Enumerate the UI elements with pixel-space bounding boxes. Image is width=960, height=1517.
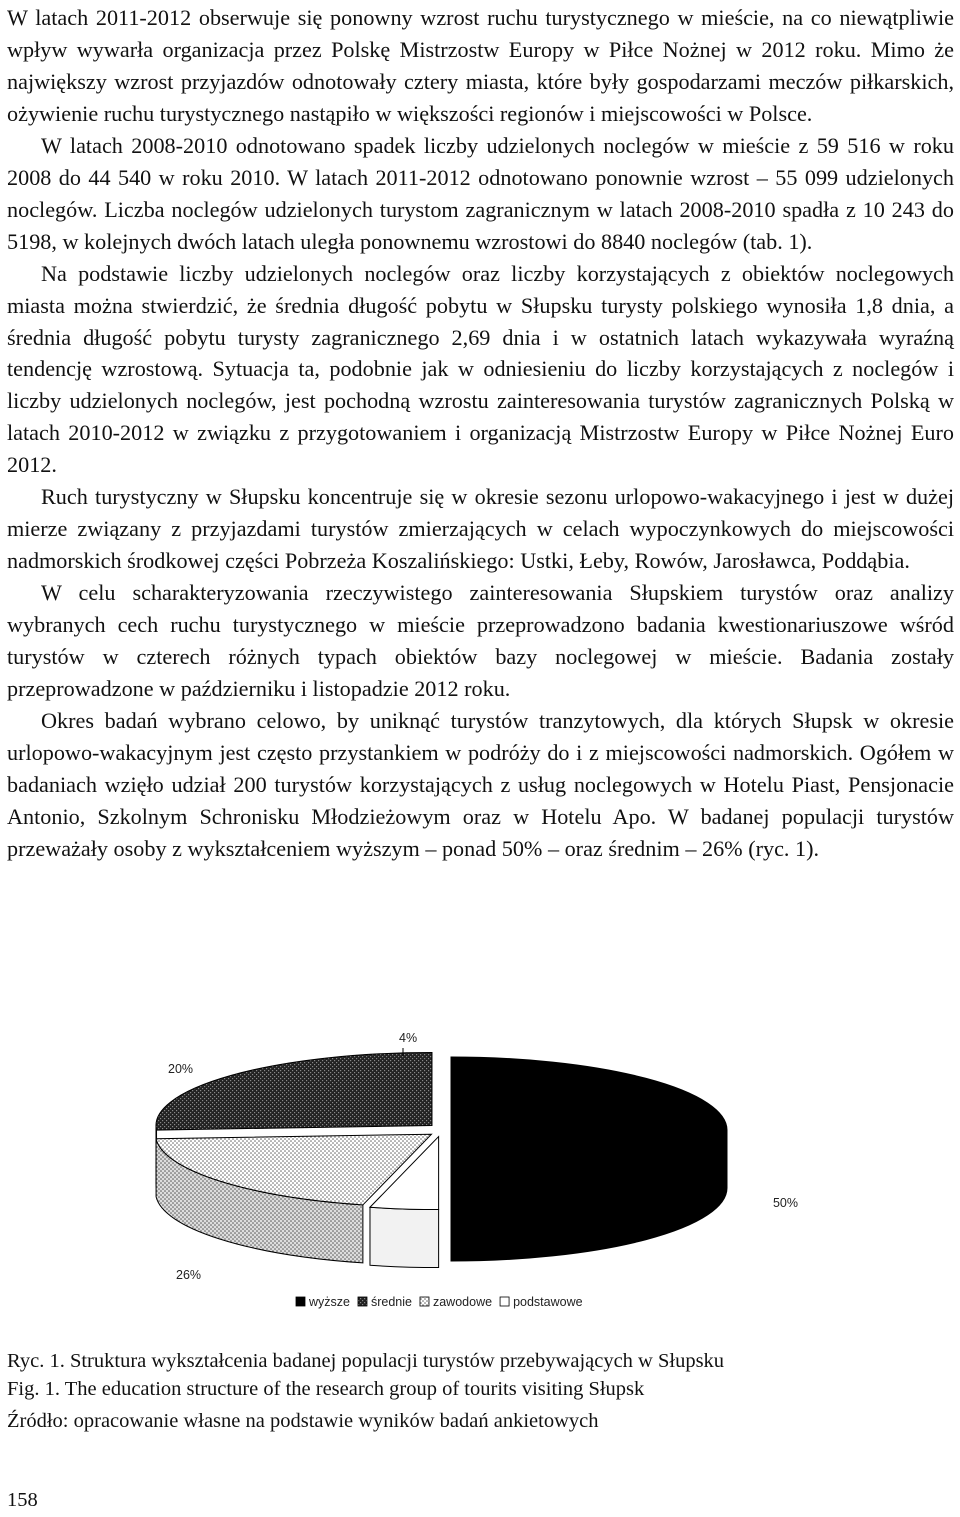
legend-label: średnie — [370, 1295, 412, 1309]
figure-caption-pl: Ryc. 1. Struktura wykształcenia badanej populacji turystów przebywających w Słupsku — [7, 1350, 725, 1372]
paragraph: Na podstawie liczby udzielonych noclegów oraz liczby korzystających z obiektów noclegowych miasta można stwierdzić, że średnia długość pobytu w Słupsku turysty polskiego wynosiła 1,8 dnia, a średnia długość pobytu turysty zagranicznego 2,69 dnia i w ostatnich latach wykazywała wyraźną tendencję wzrostową. Sytuacja ta, podobnie jak w odniesieniu do liczby korzystających z noclegów i liczby udzielonych noclegów, jest pochodną wzrostu zainteresowania turystów zagranicznych Polską w latach 2010-2012 w związku z przygotowaniem i organizacją Mistrzostw Europy w Piłce Nożnej Euro 2012. — [7, 260, 954, 478]
page-number: 158 — [7, 1489, 38, 1511]
pie-slice-0 — [451, 1057, 727, 1261]
pie-data-label: 50% — [772, 1196, 798, 1210]
pie-slices — [156, 1052, 727, 1267]
pie-data-label: 4% — [399, 1031, 418, 1045]
legend-swatch — [358, 1297, 367, 1306]
pie-data-label: 26% — [176, 1268, 202, 1282]
paragraph: Okres badań wybrano celowo, by uniknąć turystów tranzytowych, dla których Słupsk w okresie urlopowo-wakacyjnym jest często przystankiem w podróży do i z miejscowości nadmorskich. Ogółem w badaniach wzięło udział 200 turystów korzystających z usług noclegowych w Hotelu Piast, Pensjonacie Antonio, Szkolnym Schronisku Młodzieżowym oraz w Hotelu Apo. W badanej populacji turystów przeważały osoby z wykształceniem wyższym – ponad 50% – oraz średnim – 26% (ryc. 1). — [7, 707, 954, 861]
chart-legend — [296, 1295, 583, 1309]
legend-swatch — [420, 1297, 429, 1306]
legend-swatch — [296, 1297, 305, 1306]
pie-data-label: 20% — [168, 1062, 194, 1076]
legend-label: podstawowe — [513, 1295, 583, 1309]
body-text — [7, 2, 954, 865]
pie-slice-top — [156, 1052, 432, 1130]
legend-label: wyższe — [309, 1295, 350, 1309]
legend-swatch — [500, 1297, 509, 1306]
figure-caption-en: Fig. 1. The education structure of the research group of tourits visiting Słupsk — [7, 1378, 645, 1400]
figure-source: Źródło: opracowanie własne na podstawie wyników badań ankietowych — [7, 1410, 599, 1432]
education-pie-chart — [120, 1022, 840, 1322]
paragraph: W latach 2008-2010 odnotowano spadek liczby udzielonych noclegów w mieście z 59 516 w roku 2008 do 44 540 w roku 2010. W latach 2011-2012 odnotowano ponownie wzrost – 55 099 udzielonych noclegów. Liczba noclegów udzielonych turystom zagranicznym w latach 2008-2010 spadła z 10 243 do 5198, w kolejnych dwóch latach uległa ponownemu wzrostowi do 8840 noclegów (tab. 1). — [7, 132, 954, 254]
pie-chart-svg — [120, 1022, 840, 1322]
paragraph: W celu scharakteryzowania rzeczywistego zainteresowania Słupskiem turystów oraz analizy wybranych cech ruchu turystycznego w mieście przeprowadzono badania kwestionariuszowe wśród turystów w czterech różnych typach obiektów bazy noclegowej w mieście. Badania zostały przeprowadzone w październiku i listopadzie 2012 roku. — [7, 580, 954, 702]
legend-label: zawodowe — [432, 1295, 493, 1309]
pie-slice-side — [370, 1207, 439, 1267]
paragraph: W latach 2011-2012 obserwuje się ponowny wzrost ruchu turystycznego w mieście, na co niewątpliwie wpływ wywarła organizacja przez Polskę Mistrzostw Europy w Piłce Nożnej w 2012 roku. Mimo że największy wzrost przyjazdów odnotowały cztery miasta, które były gospodarzami meczów piłkarskich, ożywienie ruchu turystycznego nastąpiło w większości regionów i miejscowości w Polsce. — [7, 5, 954, 126]
paragraph: Ruch turystyczny w Słupsku koncentruje się w okresie sezonu urlopowo-wakacyjnego i jest w dużej mierze związany z przyjazdami turystów zmierzających w celach wypoczynkowych do miejscowości nadmorskich środkowej części Pobrzeża Koszalińskiego: Ustki, Łeby, Rowów, Jarosławca, Poddąbia. — [7, 484, 954, 574]
